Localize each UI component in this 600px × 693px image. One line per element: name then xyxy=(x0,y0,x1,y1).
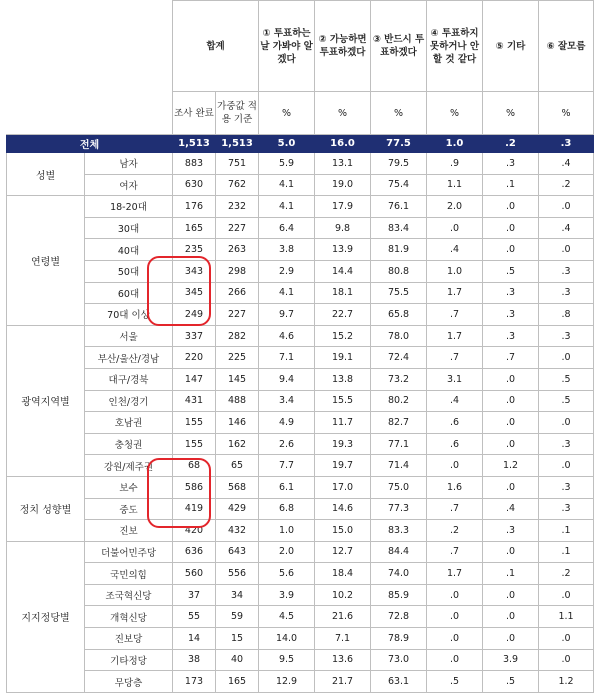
table-cell: 19.1 xyxy=(315,347,371,369)
table-cell: 3.9 xyxy=(483,649,539,671)
table-cell: .0 xyxy=(539,649,594,671)
table-cell: .0 xyxy=(539,239,594,261)
table-cell: .5 xyxy=(539,368,594,390)
table-cell: 1.7 xyxy=(427,325,483,347)
row-label: 60대 xyxy=(85,282,173,304)
table-row xyxy=(7,628,594,650)
row-label: 진보당 xyxy=(85,628,173,650)
table-cell: 883 xyxy=(173,153,216,175)
table-cell: .0 xyxy=(483,628,539,650)
table-row xyxy=(7,304,594,326)
table-cell: 1.0 xyxy=(259,520,315,542)
table-cell: 38 xyxy=(173,649,216,671)
total-cell: 16.0 xyxy=(315,135,371,153)
table-cell: 225 xyxy=(216,347,259,369)
table-cell: .2 xyxy=(539,174,594,196)
table-cell: .3 xyxy=(539,325,594,347)
row-label: 40대 xyxy=(85,239,173,261)
table-row xyxy=(7,347,594,369)
table-row xyxy=(7,239,594,261)
table-cell: .4 xyxy=(427,239,483,261)
table-cell: 5.9 xyxy=(259,153,315,175)
table-row xyxy=(7,606,594,628)
table-body xyxy=(7,153,594,693)
table-cell: 15 xyxy=(216,628,259,650)
table-row xyxy=(7,390,594,412)
row-label: 더불어민주당 xyxy=(85,541,173,563)
table-cell: 9.8 xyxy=(315,217,371,239)
row-label: 개혁신당 xyxy=(85,606,173,628)
table-cell: 266 xyxy=(216,282,259,304)
header-pct-4: % xyxy=(427,92,483,135)
table-cell: 643 xyxy=(216,541,259,563)
row-label: 중도 xyxy=(85,498,173,520)
header-col-3: ③ 반드시 투표하겠다 xyxy=(371,1,427,92)
table-cell: 2.9 xyxy=(259,260,315,282)
table-cell: .7 xyxy=(483,347,539,369)
table-cell: 345 xyxy=(173,282,216,304)
table-cell: 65.8 xyxy=(371,304,427,326)
table-cell: 4.1 xyxy=(259,282,315,304)
table-cell: 4.5 xyxy=(259,606,315,628)
table-cell: .0 xyxy=(427,455,483,477)
table-cell: 15.0 xyxy=(315,520,371,542)
table-cell: .0 xyxy=(483,606,539,628)
table-row xyxy=(7,433,594,455)
table-cell: 83.4 xyxy=(371,217,427,239)
table-cell: 3.8 xyxy=(259,239,315,261)
row-label: 강원/제주권 xyxy=(85,455,173,477)
table-cell: 235 xyxy=(173,239,216,261)
table-row xyxy=(7,217,594,239)
header-col-5: ⑤ 기타 xyxy=(483,1,539,92)
table-cell: 227 xyxy=(216,217,259,239)
table-cell: .0 xyxy=(483,390,539,412)
row-label: 70대 이상 xyxy=(85,304,173,326)
table-cell: 432 xyxy=(216,520,259,542)
table-row xyxy=(7,498,594,520)
table-cell: 12.7 xyxy=(315,541,371,563)
table-cell: 14.0 xyxy=(259,628,315,650)
table-cell: 80.2 xyxy=(371,390,427,412)
table-cell: 249 xyxy=(173,304,216,326)
table-cell: .7 xyxy=(427,304,483,326)
table-cell: .5 xyxy=(539,390,594,412)
table-cell: 40 xyxy=(216,649,259,671)
table-cell: .7 xyxy=(427,498,483,520)
table-cell: 145 xyxy=(216,368,259,390)
table-cell: 3.9 xyxy=(259,584,315,606)
row-label: 남자 xyxy=(85,153,173,175)
table-cell: 337 xyxy=(173,325,216,347)
table-cell: .0 xyxy=(483,584,539,606)
table-cell: 560 xyxy=(173,563,216,585)
table-cell: 165 xyxy=(173,217,216,239)
table-cell: .0 xyxy=(427,584,483,606)
table-cell: .3 xyxy=(539,433,594,455)
table-cell: 220 xyxy=(173,347,216,369)
table-cell: 1.2 xyxy=(539,671,594,693)
table-cell: 6.8 xyxy=(259,498,315,520)
table-cell: 76.1 xyxy=(371,196,427,218)
header-corner xyxy=(7,1,173,135)
table-cell: 4.1 xyxy=(259,174,315,196)
table-cell: 18.4 xyxy=(315,563,371,585)
table-cell: 4.9 xyxy=(259,412,315,434)
table-cell: 147 xyxy=(173,368,216,390)
table-cell: .0 xyxy=(427,628,483,650)
table-cell: 80.8 xyxy=(371,260,427,282)
table-cell: 12.9 xyxy=(259,671,315,693)
table-cell: 82.7 xyxy=(371,412,427,434)
table-row xyxy=(7,153,594,175)
group-label: 지지정당별 xyxy=(7,541,85,692)
table-cell: .5 xyxy=(427,671,483,693)
table-cell: 9.7 xyxy=(259,304,315,326)
table-cell: 63.1 xyxy=(371,671,427,693)
row-label: 30대 xyxy=(85,217,173,239)
header-pct-2: % xyxy=(315,92,371,135)
table-cell: 1.1 xyxy=(427,174,483,196)
row-label: 여자 xyxy=(85,174,173,196)
table-cell: .1 xyxy=(483,563,539,585)
row-label: 충청권 xyxy=(85,433,173,455)
row-label: 국민의힘 xyxy=(85,563,173,585)
total-cell: 5.0 xyxy=(259,135,315,153)
table-cell: .0 xyxy=(483,217,539,239)
table-cell: 165 xyxy=(216,671,259,693)
row-label: 조국혁신당 xyxy=(85,584,173,606)
table-cell: 3.1 xyxy=(427,368,483,390)
table-cell: 6.1 xyxy=(259,476,315,498)
row-label: 18-20대 xyxy=(85,196,173,218)
table-cell: 11.7 xyxy=(315,412,371,434)
table-cell: 85.9 xyxy=(371,584,427,606)
table-row xyxy=(7,196,594,218)
header-count-weighted: 가중값 적용 기준 xyxy=(216,92,259,135)
header-col-2: ② 가능하면 투표하겠다 xyxy=(315,1,371,92)
table-row xyxy=(7,584,594,606)
table-cell: .6 xyxy=(427,412,483,434)
table-cell: 77.3 xyxy=(371,498,427,520)
group-label: 성별 xyxy=(7,153,85,196)
header-count-surveyed: 조사 완료 xyxy=(173,92,216,135)
table-cell: 420 xyxy=(173,520,216,542)
table-cell: .0 xyxy=(539,412,594,434)
row-label: 서울 xyxy=(85,325,173,347)
table-cell: 13.8 xyxy=(315,368,371,390)
table-cell: .0 xyxy=(539,455,594,477)
survey-results-table xyxy=(6,0,594,693)
table-cell: 282 xyxy=(216,325,259,347)
table-cell: 13.6 xyxy=(315,649,371,671)
table-cell: 232 xyxy=(216,196,259,218)
table-cell: 78.0 xyxy=(371,325,427,347)
table-cell: .3 xyxy=(539,282,594,304)
table-row xyxy=(7,368,594,390)
table-row xyxy=(7,541,594,563)
table-cell: .5 xyxy=(483,260,539,282)
table-row xyxy=(7,174,594,196)
table-cell: 343 xyxy=(173,260,216,282)
table-cell: 298 xyxy=(216,260,259,282)
table-row xyxy=(7,412,594,434)
table-row xyxy=(7,520,594,542)
table-cell: 81.9 xyxy=(371,239,427,261)
row-label: 호남권 xyxy=(85,412,173,434)
table-cell: 10.2 xyxy=(315,584,371,606)
table-cell: 146 xyxy=(216,412,259,434)
table-header xyxy=(7,1,594,135)
table-cell: 72.8 xyxy=(371,606,427,628)
table-cell: 34 xyxy=(216,584,259,606)
table-cell: 19.0 xyxy=(315,174,371,196)
table-cell: 21.7 xyxy=(315,671,371,693)
table-cell: 1.1 xyxy=(539,606,594,628)
table-cell: .0 xyxy=(483,433,539,455)
table-cell: 14.4 xyxy=(315,260,371,282)
table-cell: 568 xyxy=(216,476,259,498)
table-cell: 37 xyxy=(173,584,216,606)
table-cell: 419 xyxy=(173,498,216,520)
table-cell: .6 xyxy=(427,433,483,455)
header-pct-1: % xyxy=(259,92,315,135)
table-cell: 13.9 xyxy=(315,239,371,261)
total-row xyxy=(7,135,594,153)
table-cell: 71.4 xyxy=(371,455,427,477)
table-cell: .3 xyxy=(483,520,539,542)
table-cell: .3 xyxy=(483,282,539,304)
table-cell: 79.5 xyxy=(371,153,427,175)
header-total: 합계 xyxy=(173,1,259,92)
group-label: 정치 성향별 xyxy=(7,476,85,541)
table-cell: .3 xyxy=(483,304,539,326)
table-cell: 431 xyxy=(173,390,216,412)
table-cell: .1 xyxy=(539,520,594,542)
row-label: 부산/울산/경남 xyxy=(85,347,173,369)
table-cell: .4 xyxy=(427,390,483,412)
table-cell: 15.2 xyxy=(315,325,371,347)
table-cell: .4 xyxy=(539,153,594,175)
table-row xyxy=(7,260,594,282)
table-cell: 68 xyxy=(173,455,216,477)
table-cell: .0 xyxy=(539,196,594,218)
header-pct-3: % xyxy=(371,92,427,135)
table-cell: .3 xyxy=(483,153,539,175)
table-cell: .3 xyxy=(539,260,594,282)
total-cell: 1,513 xyxy=(216,135,259,153)
header-col-6: ⑥ 잘모름 xyxy=(539,1,594,92)
row-label: 인천/경기 xyxy=(85,390,173,412)
row-label: 무당층 xyxy=(85,671,173,693)
table-cell: 74.0 xyxy=(371,563,427,585)
table-cell: 84.4 xyxy=(371,541,427,563)
header-col-1: ① 투표하는 날 가봐야 알겠다 xyxy=(259,1,315,92)
total-cell: 1.0 xyxy=(427,135,483,153)
table-cell: 83.3 xyxy=(371,520,427,542)
table-row xyxy=(7,325,594,347)
table-cell: 3.4 xyxy=(259,390,315,412)
table-cell: .5 xyxy=(483,671,539,693)
table-cell: .0 xyxy=(427,606,483,628)
table-cell: 17.9 xyxy=(315,196,371,218)
table-cell: 75.5 xyxy=(371,282,427,304)
header-pct-5: % xyxy=(483,92,539,135)
table-cell: 7.1 xyxy=(259,347,315,369)
table-cell: 1.6 xyxy=(427,476,483,498)
table-cell: 488 xyxy=(216,390,259,412)
table-cell: 72.4 xyxy=(371,347,427,369)
table-cell: 17.0 xyxy=(315,476,371,498)
table-cell: .0 xyxy=(539,628,594,650)
table-cell: 9.5 xyxy=(259,649,315,671)
table-cell: .2 xyxy=(427,520,483,542)
table-cell: .0 xyxy=(427,217,483,239)
table-cell: 2.0 xyxy=(427,196,483,218)
header-pct-6: % xyxy=(539,92,594,135)
table-cell: 4.1 xyxy=(259,196,315,218)
table-cell: 2.6 xyxy=(259,433,315,455)
table-cell: 78.9 xyxy=(371,628,427,650)
table-total xyxy=(7,135,594,153)
table-cell: .4 xyxy=(483,498,539,520)
table-cell: 1.2 xyxy=(483,455,539,477)
table-cell: 22.7 xyxy=(315,304,371,326)
table-cell: 1.0 xyxy=(427,260,483,282)
row-label: 50대 xyxy=(85,260,173,282)
table-cell: 7.1 xyxy=(315,628,371,650)
table-row xyxy=(7,282,594,304)
table-cell: 762 xyxy=(216,174,259,196)
table-cell: 155 xyxy=(173,433,216,455)
table-cell: .3 xyxy=(539,498,594,520)
group-label: 광역지역별 xyxy=(7,325,85,476)
table-cell: .0 xyxy=(483,196,539,218)
table-cell: .0 xyxy=(483,541,539,563)
table-cell: 75.0 xyxy=(371,476,427,498)
total-cell: 77.5 xyxy=(371,135,427,153)
table-cell: .0 xyxy=(427,649,483,671)
table-cell: 2.0 xyxy=(259,541,315,563)
table-cell: 77.1 xyxy=(371,433,427,455)
table-cell: 227 xyxy=(216,304,259,326)
row-label: 기타정당 xyxy=(85,649,173,671)
group-label: 연령별 xyxy=(7,196,85,326)
table-cell: 55 xyxy=(173,606,216,628)
table-cell: 263 xyxy=(216,239,259,261)
row-label: 보수 xyxy=(85,476,173,498)
total-cell: 1,513 xyxy=(173,135,216,153)
table-cell: 630 xyxy=(173,174,216,196)
table-cell: .8 xyxy=(539,304,594,326)
table-cell: 429 xyxy=(216,498,259,520)
table-cell: 19.7 xyxy=(315,455,371,477)
total-cell: .2 xyxy=(483,135,539,153)
total-label: 전체 xyxy=(7,135,173,153)
table-cell: 1.7 xyxy=(427,563,483,585)
table-cell: .1 xyxy=(539,541,594,563)
table-cell: .3 xyxy=(539,476,594,498)
table-cell: 15.5 xyxy=(315,390,371,412)
table-cell: 73.0 xyxy=(371,649,427,671)
table-cell: .0 xyxy=(483,476,539,498)
table-cell: 75.4 xyxy=(371,174,427,196)
table-row xyxy=(7,563,594,585)
table-cell: 6.4 xyxy=(259,217,315,239)
table-cell: 65 xyxy=(216,455,259,477)
table-cell: 19.3 xyxy=(315,433,371,455)
row-label: 진보 xyxy=(85,520,173,542)
table-cell: .9 xyxy=(427,153,483,175)
row-label: 대구/경북 xyxy=(85,368,173,390)
total-cell: .3 xyxy=(539,135,594,153)
table-cell: 636 xyxy=(173,541,216,563)
table-cell: 176 xyxy=(173,196,216,218)
table-cell: .4 xyxy=(539,217,594,239)
table-row xyxy=(7,671,594,693)
table-cell: 14 xyxy=(173,628,216,650)
table-cell: .0 xyxy=(483,368,539,390)
table-cell: .0 xyxy=(483,412,539,434)
table-cell: .0 xyxy=(539,347,594,369)
table-cell: .3 xyxy=(483,325,539,347)
table-cell: 13.1 xyxy=(315,153,371,175)
table-cell: 162 xyxy=(216,433,259,455)
table-cell: 18.1 xyxy=(315,282,371,304)
table-cell: 586 xyxy=(173,476,216,498)
header-col-4: ④ 투표하지 못하거나 안할 것 같다 xyxy=(427,1,483,92)
table-cell: .0 xyxy=(483,239,539,261)
table-cell: 9.4 xyxy=(259,368,315,390)
table-cell: 14.6 xyxy=(315,498,371,520)
table-cell: .7 xyxy=(427,541,483,563)
table-cell: 556 xyxy=(216,563,259,585)
table-cell: .2 xyxy=(539,563,594,585)
table-row xyxy=(7,476,594,498)
table-cell: 59 xyxy=(216,606,259,628)
table-cell: 155 xyxy=(173,412,216,434)
table-row xyxy=(7,455,594,477)
table-cell: 7.7 xyxy=(259,455,315,477)
table-cell: .7 xyxy=(427,347,483,369)
table-cell: .0 xyxy=(539,584,594,606)
table-cell: 21.6 xyxy=(315,606,371,628)
table-cell: 5.6 xyxy=(259,563,315,585)
table-cell: 173 xyxy=(173,671,216,693)
table-cell: 751 xyxy=(216,153,259,175)
table-cell: 73.2 xyxy=(371,368,427,390)
table-cell: 1.7 xyxy=(427,282,483,304)
table-cell: .1 xyxy=(483,174,539,196)
table-cell: 4.6 xyxy=(259,325,315,347)
